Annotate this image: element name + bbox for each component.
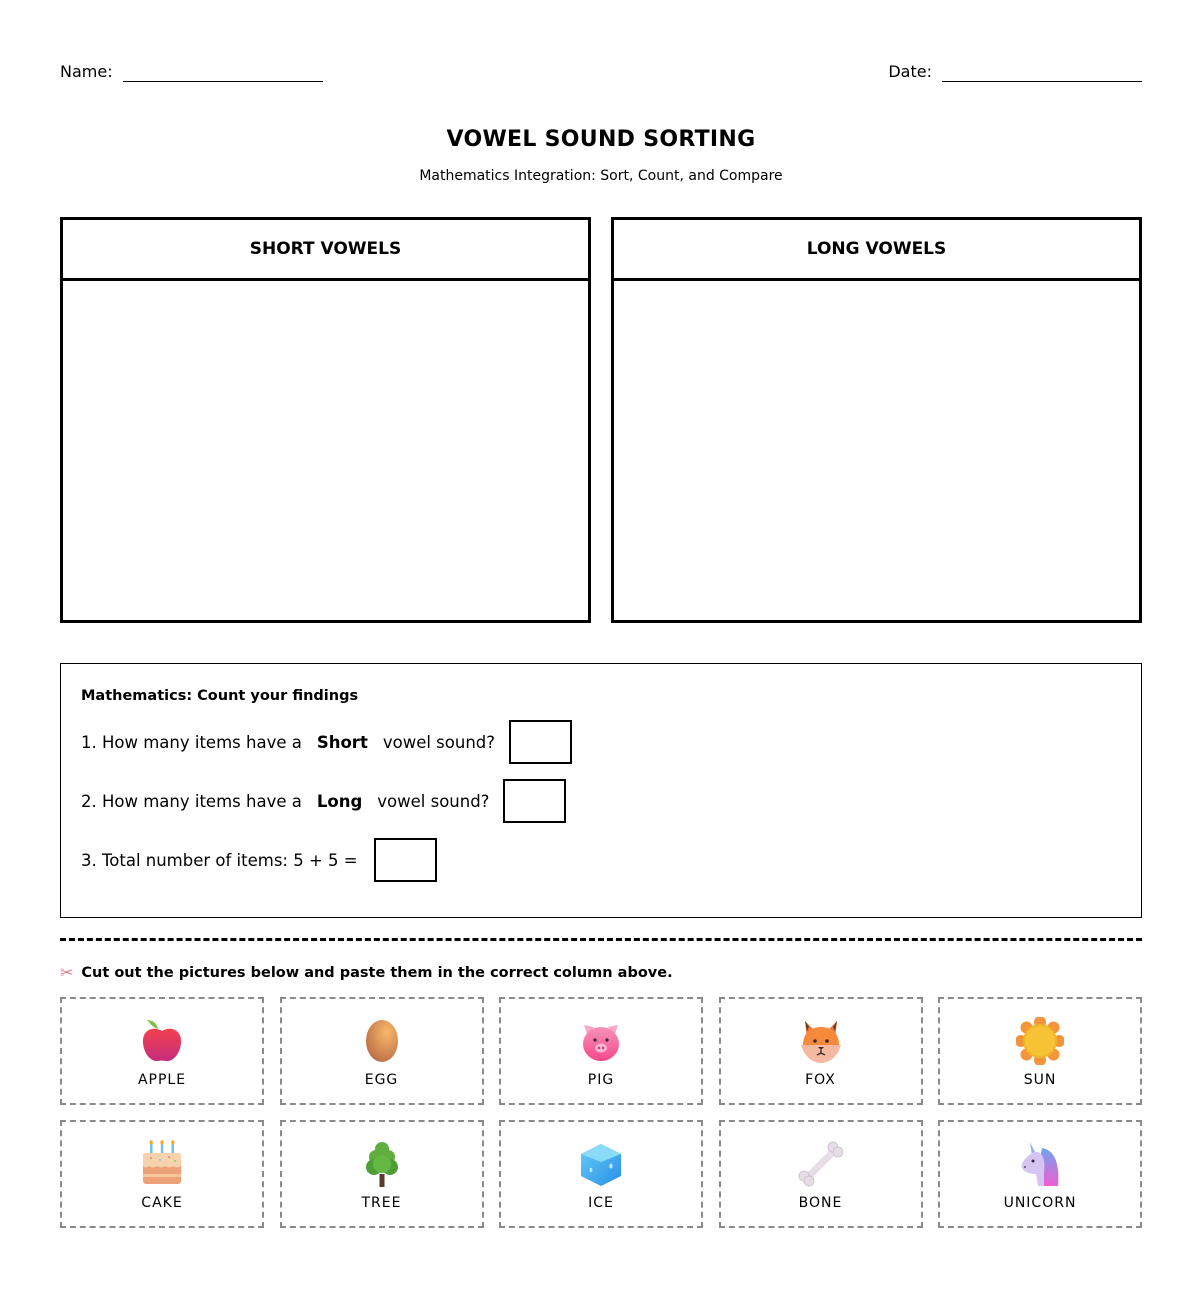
- q2-suffix: vowel sound?: [377, 791, 490, 811]
- tree-icon: [358, 1140, 406, 1188]
- cut-line-divider: [60, 938, 1142, 941]
- name-line[interactable]: [123, 62, 323, 82]
- picture-card-ice[interactable]: [499, 1120, 703, 1228]
- short-vowels-column: [60, 217, 591, 623]
- name-field: [60, 62, 323, 82]
- picture-card-unicorn[interactable]: [938, 1120, 1142, 1228]
- q2-bold: Long: [316, 791, 363, 811]
- card-word: UNICORN: [1003, 1195, 1077, 1211]
- header-row: [60, 62, 1142, 86]
- question-short-count: [81, 720, 572, 764]
- short-count-answer-box[interactable]: [509, 720, 572, 764]
- sun-icon: [1016, 1017, 1064, 1065]
- cake-icon: [138, 1140, 186, 1188]
- card-word: BONE: [798, 1195, 843, 1211]
- card-word: PIG: [587, 1072, 615, 1088]
- date-line[interactable]: [942, 62, 1142, 82]
- picture-card-cake[interactable]: [60, 1120, 264, 1228]
- card-word: TREE: [361, 1195, 402, 1211]
- picture-cards: [60, 997, 1142, 1228]
- name-label: Name:: [60, 62, 113, 81]
- picture-card-pig[interactable]: [499, 997, 703, 1105]
- page-title: VOWEL SOUND SORTING: [446, 127, 756, 152]
- card-word: EGG: [364, 1072, 399, 1088]
- cut-instructions: [60, 963, 673, 982]
- long-vowels-column: [611, 217, 1142, 623]
- picture-card-fox[interactable]: [719, 997, 923, 1105]
- math-section: [60, 663, 1142, 918]
- card-word: FOX: [805, 1072, 836, 1088]
- ice-icon: [577, 1140, 625, 1188]
- long-vowels-drop-area[interactable]: [614, 281, 1139, 620]
- picture-card-tree[interactable]: [280, 1120, 484, 1228]
- egg-icon: [358, 1017, 406, 1065]
- picture-card-egg[interactable]: [280, 997, 484, 1105]
- question-total: [81, 838, 437, 882]
- card-word: APPLE: [137, 1072, 187, 1088]
- q3-text: 3. Total number of items: 5 + 5 =: [81, 850, 358, 870]
- long-count-answer-box[interactable]: [503, 779, 566, 823]
- scissors-icon: ✂: [60, 963, 74, 982]
- picture-card-sun[interactable]: [938, 997, 1142, 1105]
- total-answer-box[interactable]: [374, 838, 437, 882]
- card-word: SUN: [1023, 1072, 1057, 1088]
- picture-card-apple[interactable]: [60, 997, 264, 1105]
- question-long-count: [81, 779, 566, 823]
- q1-suffix: vowel sound?: [382, 732, 496, 752]
- q2-prefix: 2. How many items have a: [81, 791, 302, 811]
- cut-instruction-text: Cut out the pictures below and paste them in the correct column above.: [81, 964, 673, 981]
- fox-icon: [797, 1017, 845, 1065]
- page-subtitle: Mathematics Integration: Sort, Count, and Compare: [419, 168, 783, 184]
- pig-icon: [577, 1017, 625, 1065]
- apple-icon: [138, 1017, 186, 1065]
- math-title: Mathematics: Count your findings: [81, 688, 359, 704]
- short-vowels-header: SHORT VOWELS: [63, 220, 588, 281]
- short-vowels-drop-area[interactable]: [63, 281, 588, 620]
- card-word: CAKE: [141, 1195, 183, 1211]
- long-vowels-header: LONG VOWELS: [614, 220, 1139, 281]
- bone-icon: [797, 1140, 845, 1188]
- picture-card-bone[interactable]: [719, 1120, 923, 1228]
- date-field: [888, 62, 1142, 82]
- unicorn-icon: [1016, 1140, 1064, 1188]
- card-word: ICE: [588, 1195, 614, 1211]
- date-label: Date:: [888, 62, 932, 81]
- q1-prefix: 1. How many items have a: [81, 732, 302, 752]
- q1-bold: Short: [316, 732, 368, 752]
